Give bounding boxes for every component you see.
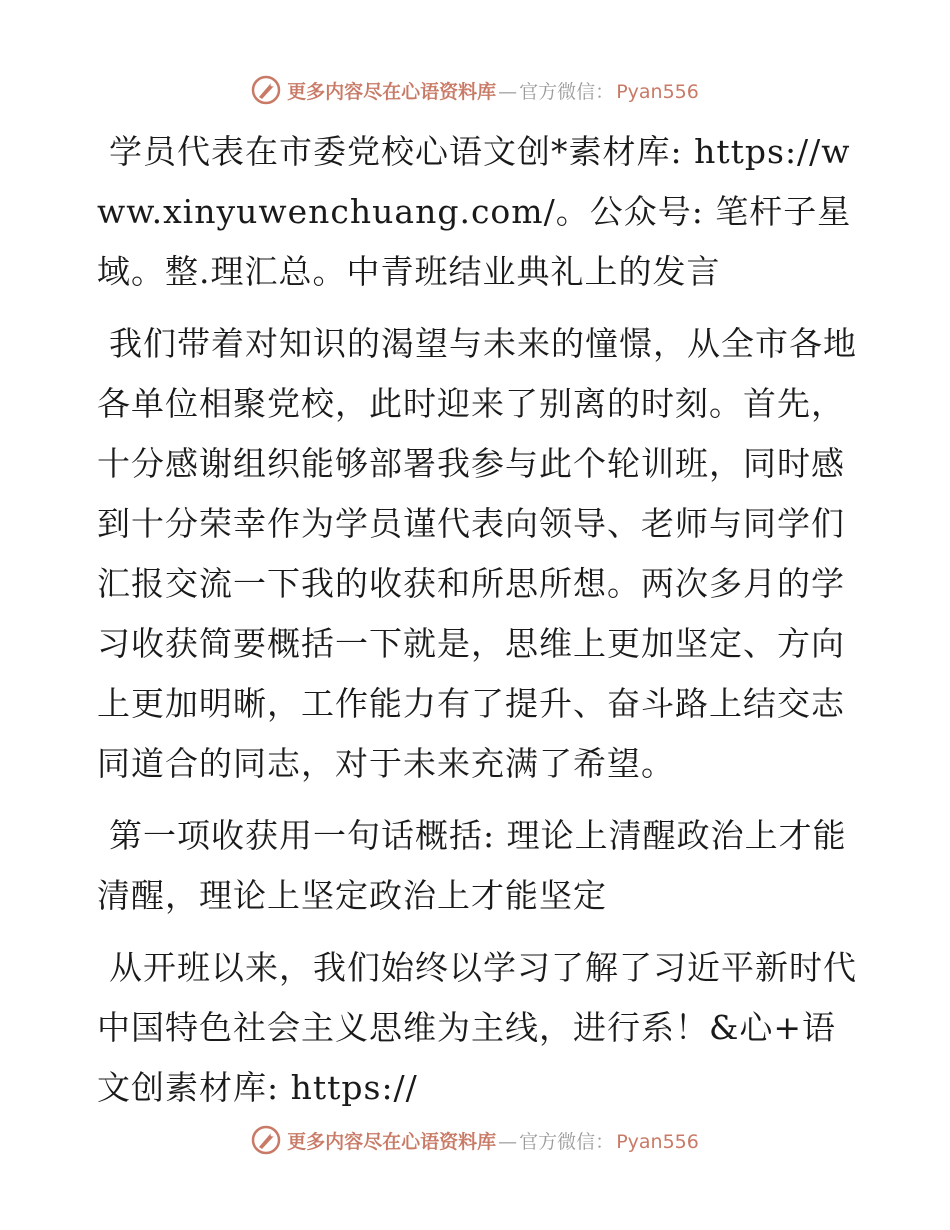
paragraph-first-gain: 第一项收获用一句话概括: 理论上清醒政治上才能清醒，理论上坚定政治上才能坚定 [97,816,847,915]
watermark-handle: Pyan556 [616,80,699,103]
header-watermark [0,70,950,110]
watermark-text [287,1127,699,1154]
watermark-separator: — [498,80,518,103]
watermark-separator: — [498,1130,518,1153]
paragraph-study: 从开班以来，我们始终以学习了解了习近平新时代中国特色社会主义思维为主线，进行系！&心+语文创素材库: https:// [97,948,857,1107]
quill-logo-icon [251,1125,281,1155]
quill-logo-icon [251,75,281,105]
footer-watermark [0,1120,950,1160]
document-body [97,122,857,1118]
watermark-sub: 官方微信： [519,80,615,103]
watermark-handle: Pyan556 [616,1130,699,1153]
watermark-text [287,77,699,104]
paragraph-intro: 我们带着对知识的渴望与未来的憧憬，从全市各地各单位相聚党校，此时迎来了别离的时刻。首先，十分感谢组织能够部署我参与此个轮训班，同时感到十分荣幸作为学员谨代表向领导、老师与同学们汇报交流一下我的收获和所思所想。两次多月的学习收获简要概括一下就是，思维上更加坚定、方向上更加明晰，工作能力有了提升、奋斗路上结交志同道合的同志，对于未来充满了希望。 [97,324,857,783]
watermark-brand: 更多内容尽在心语资料库 [287,1130,497,1153]
paragraph-title: 学员代表在市委党校心语文创*素材库: https://www.xinyuwenchuang.com/。公众号: 笔杆子星域。整.理汇总。中青班结业典礼上的发言 [97,132,852,291]
watermark-brand: 更多内容尽在心语资料库 [287,80,497,103]
watermark-sub: 官方微信： [519,1130,615,1153]
